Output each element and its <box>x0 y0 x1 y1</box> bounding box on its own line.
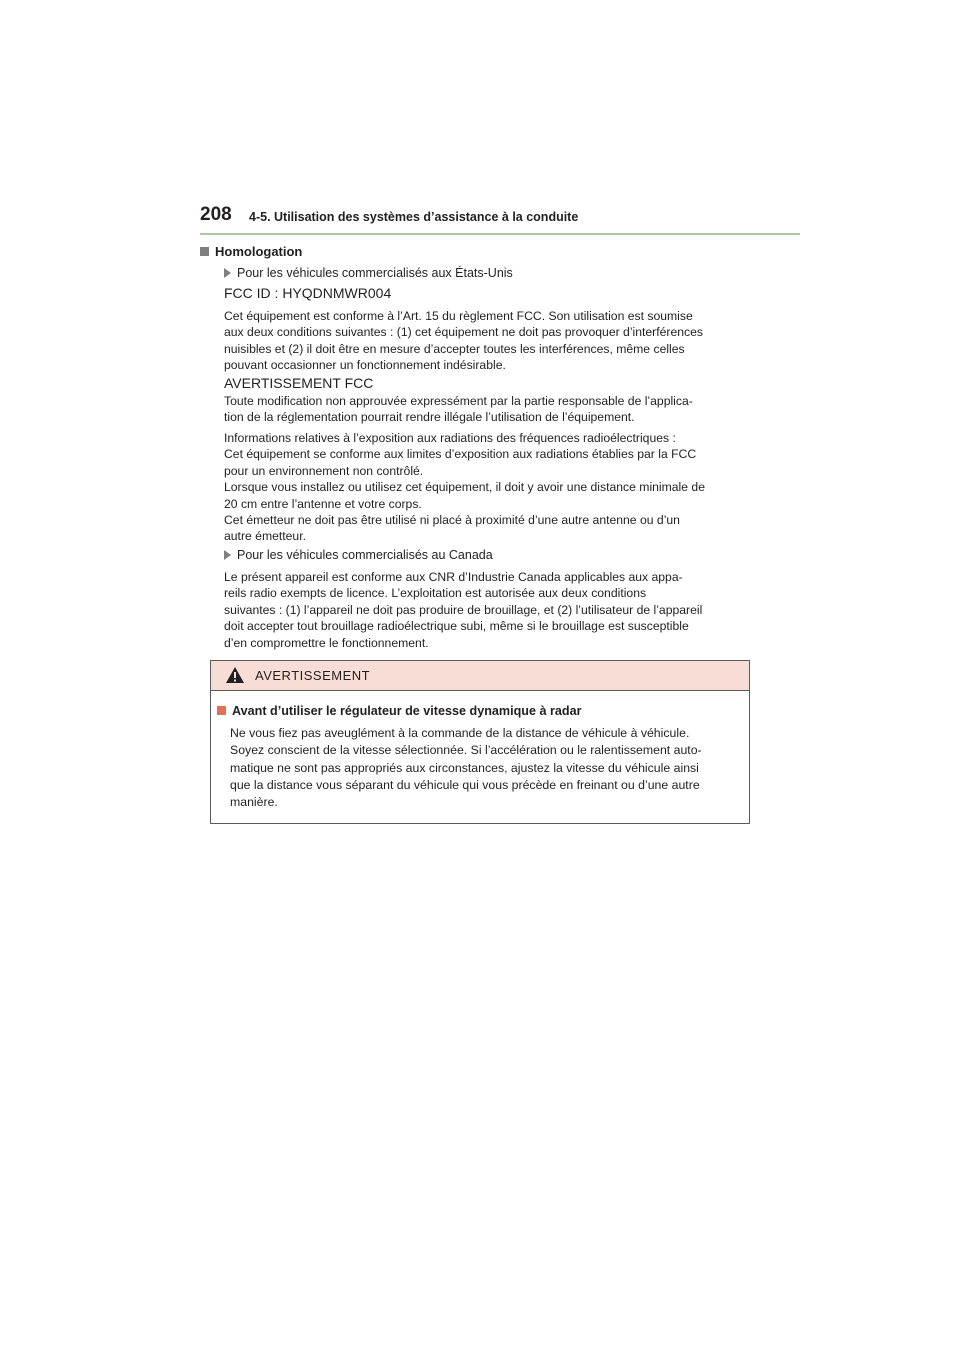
text-line: 20 cm entre l’antenne et votre corps. <box>224 496 422 511</box>
text-line: Informations relatives à l’exposition aux radiations des fréquences radioélectriques : <box>224 431 676 445</box>
warning-heading <box>217 704 581 718</box>
canada-subheading <box>224 548 493 562</box>
warning-paragraph <box>230 725 742 811</box>
fcc-warning-title: AVERTISSEMENT FCC <box>224 375 374 391</box>
text-line: pouvant occasionner un fonctionnement indésirable. <box>224 358 506 373</box>
triangle-bullet-icon <box>224 550 231 560</box>
section-heading <box>200 244 302 259</box>
text-line: Toute modification non approuvée expressément par la partie responsable de l’applica- <box>224 394 693 408</box>
header-rule <box>200 233 800 235</box>
text-line: aux deux conditions suivantes : (1) cet équipement ne doit pas provoquer d’interférences <box>224 325 703 340</box>
square-bullet-icon <box>200 247 209 256</box>
text-line: Soyez conscient de la vitesse sélectionnée. Si l’accélération ou le ralentissement auto- <box>230 743 702 758</box>
radiation-paragraph <box>224 430 746 545</box>
fcc-warning-paragraph <box>224 393 746 426</box>
warning-header <box>211 661 749 691</box>
text-line: suivantes : (1) l’appareil ne doit pas produire de brouillage, et (2) l’utilisateur de l’appareil <box>224 602 703 617</box>
warning-triangle-icon <box>225 666 245 684</box>
text-line: Cet émetteur ne doit pas être utilisé ni placé à proximité d’une autre antenne ou d’un <box>224 513 680 528</box>
text-line: pour un environnement non contrôlé. <box>224 463 424 478</box>
fcc-paragraph <box>224 308 746 374</box>
page-header <box>200 200 800 236</box>
page-number: 208 <box>200 204 232 225</box>
triangle-bullet-icon <box>224 268 231 278</box>
fcc-id: FCC ID : HYQDNMWR004 <box>224 285 392 301</box>
chapter-title: 4-5. Utilisation des systèmes d’assistance à la conduite <box>249 210 579 224</box>
warning-heading-text: Avant d’utiliser le régulateur de vitesse dynamique à radar <box>232 704 582 718</box>
warning-title: AVERTISSEMENT <box>255 668 371 683</box>
text-line: manière. <box>230 795 278 810</box>
text-line: autre émetteur. <box>224 529 306 544</box>
text-line: Cet équipement se conforme aux limites d’exposition aux radiations établies par la FCC <box>224 447 697 462</box>
text-line: reils radio exempts de licence. L’exploitation est autorisée aux deux conditions <box>224 586 647 601</box>
section-title: Homologation <box>215 244 303 259</box>
text-line: tion de la réglementation pourrait rendre illégale l’utilisation de l’équipement. <box>224 410 635 425</box>
usa-label: Pour les véhicules commercialisés aux États-Unis <box>237 266 513 280</box>
canada-label: Pour les véhicules commercialisés au Canada <box>237 548 493 562</box>
canada-paragraph <box>224 569 746 651</box>
text-line: matique ne sont pas appropriés aux circonstances, ajustez la vitesse du véhicule ainsi <box>230 760 699 775</box>
text-line: d’en compromettre le fonctionnement. <box>224 635 429 650</box>
text-line: Lorsque vous installez ou utilisez cet équipement, il doit y avoir une distance minimale de <box>224 480 705 495</box>
text-line: Cet équipement est conforme à l’Art. 15 du règlement FCC. Son utilisation est soumise <box>224 309 693 323</box>
text-line: nuisibles et (2) il doit être en mesure d’accepter toutes les interférences, même celles <box>224 341 685 356</box>
text-line: que la distance vous séparant du véhicule qui vous précède en freinant ou d’une autre <box>230 777 700 792</box>
usa-subheading <box>224 266 513 280</box>
text-line: doit accepter tout brouillage radioélectrique subi, même si le brouillage est susceptible <box>224 619 689 634</box>
warning-box <box>210 660 750 824</box>
text-line: Le présent appareil est conforme aux CNR d’Industrie Canada applicables aux appa- <box>224 570 683 584</box>
text-line: Ne vous fiez pas aveuglément à la commande de la distance de véhicule à véhicule. <box>230 726 690 740</box>
square-bullet-icon <box>217 706 226 715</box>
